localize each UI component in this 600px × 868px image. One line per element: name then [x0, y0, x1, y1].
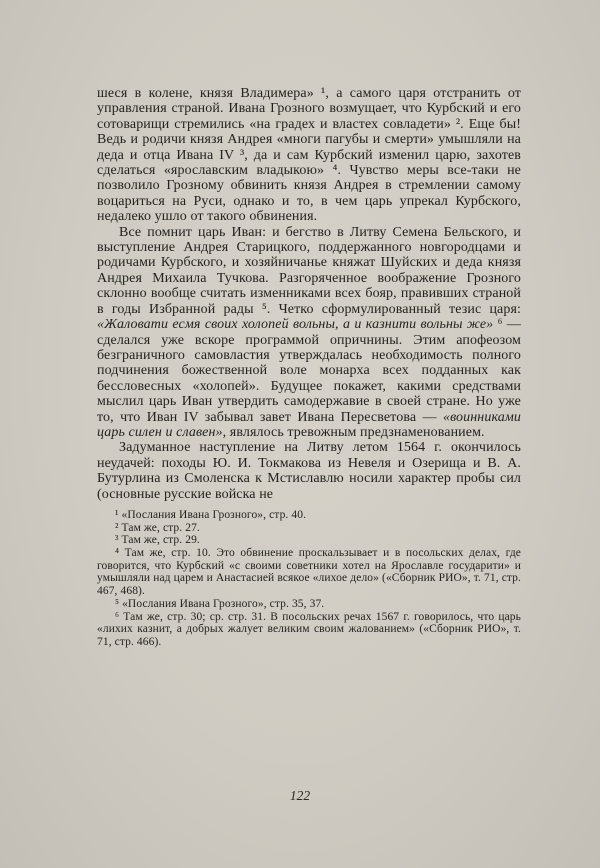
footnote: ¹ «Послания Ивана Грозного», стр. 40.: [115, 508, 307, 521]
inline-quote: «воинниками царь силен и славен»: [97, 409, 521, 440]
main-text: [97, 86, 521, 649]
inline-quote: «Жаловати есмя своих холопей вольны, а и казнити вольны же»: [97, 317, 494, 333]
page-number: 122: [289, 788, 311, 803]
footnote: ⁶ Там же, стр. 30; ср. стр. 31. В посольских речах 1567 г. говорилось, что царь «лихих казнит, а добрых жалует великим своим жалованием» («Сборник РИО», т. 71, стр. 466).: [97, 610, 521, 648]
footnote: ⁵ «Послания Ивана Грозного», стр. 35, 37.: [115, 597, 325, 610]
footnote: ⁴ Там же, стр. 10. Это обвинение проскальзывает и в посольских делах, где говорится, что Курбский «с своими советники хотел на Ярославле государити» и умышляли над царем и Анастасией всякое «лихое дело» («Сборник РИО», т. 71, стр. 467, 468).: [97, 547, 521, 598]
paragraph: [97, 225, 521, 441]
footnotes-block: [97, 509, 521, 649]
paragraph-segment: , являлось тревожным предзнаменованием.: [222, 424, 485, 440]
paragraph-segment: ⁶ — сделался уже вскоре программой опричнины. Этим апофеозом безграничного самовластия утверждалась необходимость полного подчинения божественной воле монарха всех подданных как бессловесных «холопей». Будущее покажет, какими средствами мыслил царь Иван утвердить самодержавие в своей стране. Но уже то, что Иван IV забывал завет Ивана Пересветова —: [97, 317, 522, 425]
footnote: ³ Там же, стр. 29.: [115, 534, 200, 547]
footnote: ² Там же, стр. 27.: [115, 521, 200, 534]
paragraph-continuation: шеся в колене, князя Владимера» ¹, а самого царя отстранить от управления страной. Ивана Грозного возмущает, что Курбский и его сотоварищи стремились «на градех и властех совладети» ². Еще бы! Ведь и родичи князя Андрея «многи пагубы и смерти» умышляли на деда и отца Ивана IV ³, да и сам Курбский изменил царю, захотев сделаться «ярославским владыкою» ⁴. Чувство меры все-таки не позволило Грозному обвинить князя Андрея в стремлении самому воцариться на Руси, однако и то, в чем царь упрекал Курбского, недалеко ушло от такого обвинения.: [97, 86, 521, 225]
paragraph: Задуманное наступление на Литву летом 1564 г. окончилось неудачей: походы Ю. И. Токмакова из Невеля и Озерища и В. А. Бутурлина из Смоленска к Мстиславлю носили характер пробы сил (основные русские войска не: [97, 440, 521, 502]
paragraph-segment: Все помнит царь Иван: и бегство в Литву Семена Бельского, и выступление Андрея Старицкого, поддержанного новгородцами и родичами Курбского, и хозяйничанье княжат Шуйских и деда князя Андрея Михаила Тучкова. Разгоряченное воображение Грозного склонно вообще считать изменниками всех бояр, правивших страной в годы Избранной рады ⁵. Четко сформулированный тезис царя:: [97, 224, 521, 317]
